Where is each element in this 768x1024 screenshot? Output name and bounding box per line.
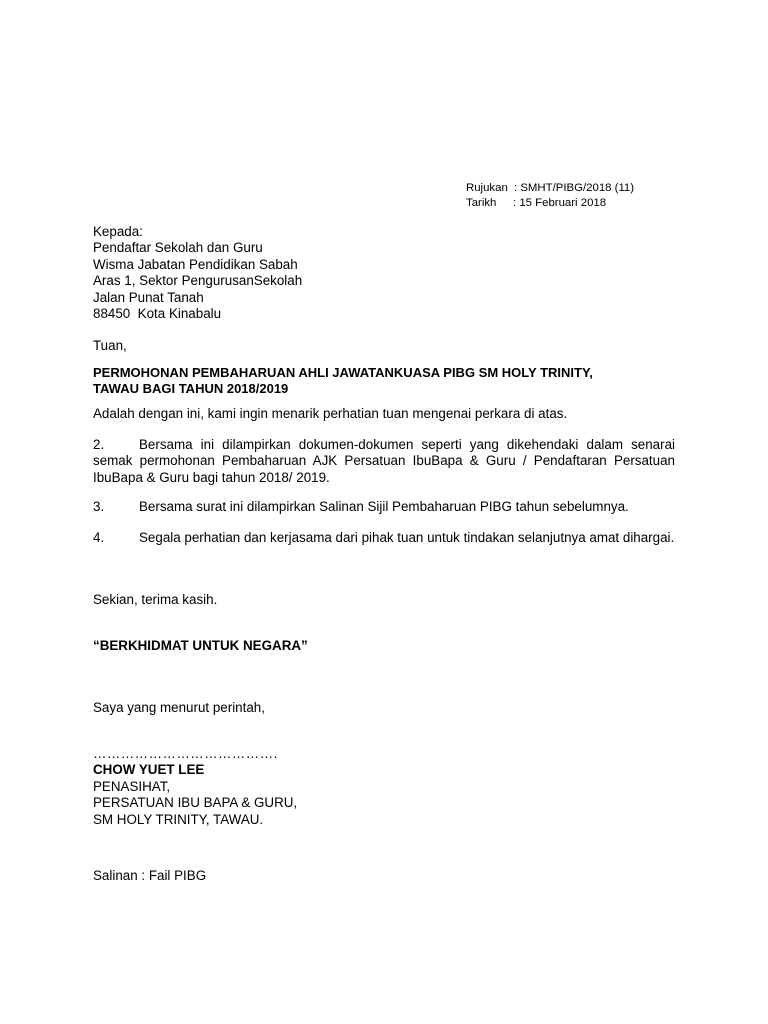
address-line: Jalan Punat Tanah <box>93 289 204 305</box>
signatory-title-line: PERSATUAN IBU BAPA & GURU, <box>93 795 298 811</box>
address-line: Pendaftar Sekolah dan Guru <box>93 240 263 256</box>
paragraph-number: 2. <box>93 437 105 452</box>
address-line: Wisma Jabatan Pendidikan Sabah <box>93 256 298 272</box>
rujukan-value: : SMHT/PIBG/2018 (11) <box>514 182 635 194</box>
rujukan-label: Rujukan <box>466 182 508 194</box>
copy-note: Salinan : Fail PIBG <box>93 868 207 883</box>
paragraph-1: Adalah dengan ini, kami ingin menarik perhatian tuan mengenai perkara di atas. <box>93 406 568 421</box>
subject-line: TAWAU BAGI TAHUN 2018/2019 <box>93 381 289 397</box>
paragraph-4 <box>93 530 675 546</box>
signatory-title-line: SM HOLY TRINITY, TAWAU. <box>93 811 264 827</box>
signature-block <box>93 746 675 828</box>
paragraph-3 <box>93 499 675 515</box>
paragraph-text: Segala perhatian dan kerjasama dari pihak tuan untuk tindakan selanjutnya amat dihargai. <box>139 530 675 545</box>
salutation: Tuan, <box>93 338 127 353</box>
signature-line: …………………………………. <box>93 746 278 761</box>
closing-thanks: Sekian, terima kasih. <box>93 592 218 607</box>
reference-block <box>466 181 634 211</box>
tarikh-value: : 15 Februari 2018 <box>513 197 607 209</box>
paragraph-2 <box>93 437 675 486</box>
paragraph-text: Bersama ini dilampirkan dokumen-dokumen seperti yang dikehendaki dalam senarai semak permohonan Pembaharuan AJK Persatuan IbuBapa & Guru / Pendaftaran Persatuan IbuBapa & Guru bagi tahun 2018/ 2019. <box>93 437 675 485</box>
address-line: Aras 1, Sektor PengurusanSekolah <box>93 273 303 289</box>
date-row <box>466 196 634 211</box>
motto: “BERKHIDMAT UNTUK NEGARA” <box>93 638 308 653</box>
closing-obedient: Saya yang menurut perintah, <box>93 700 265 715</box>
signatory-title-line: PENASIHAT, <box>93 778 171 794</box>
recipient-address <box>93 224 675 322</box>
paragraph-text: Bersama surat ini dilampirkan Salinan Sijil Pembaharuan PIBG tahun sebelumnya. <box>139 499 629 514</box>
subject-heading <box>93 365 675 398</box>
paragraph-number: 3. <box>93 499 105 514</box>
reference-row <box>466 181 634 196</box>
subject-line: PERMOHONAN PEMBAHARUAN AHLI JAWATANKUASA PIBG SM HOLY TRINITY, <box>93 365 593 380</box>
paragraph-number: 4. <box>93 530 105 545</box>
signatory-name: CHOW YUET LEE <box>93 762 205 778</box>
recipient-heading: Kepada: <box>93 224 143 239</box>
tarikh-label: Tarikh <box>466 197 497 209</box>
address-line: 88450 Kota Kinabalu <box>93 306 222 322</box>
